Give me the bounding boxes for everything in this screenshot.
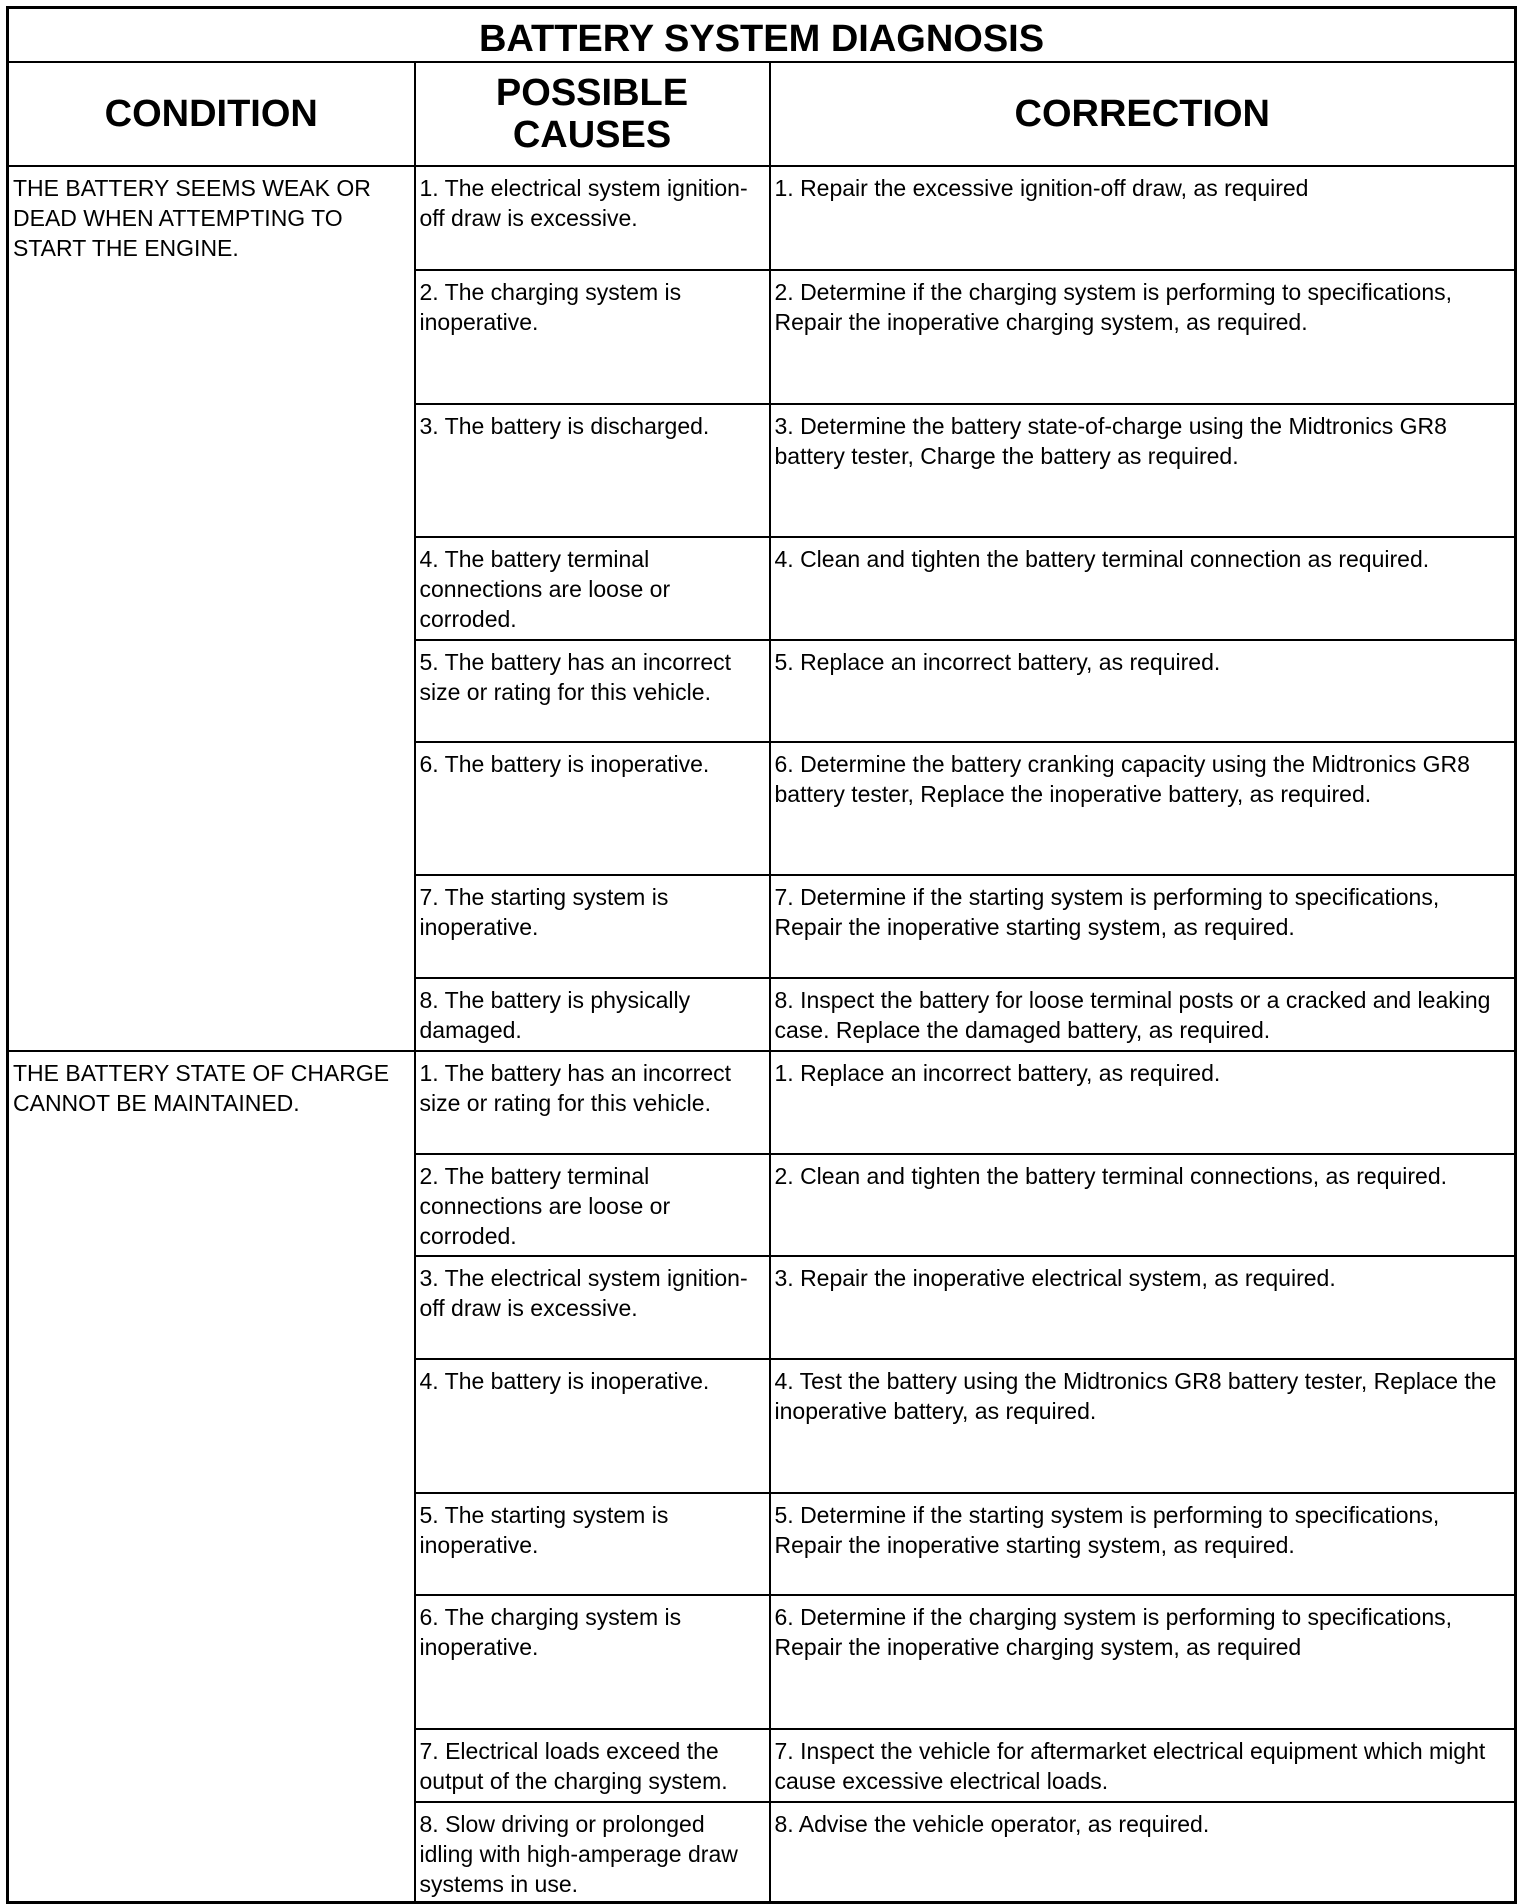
condition-cell: THE BATTERY STATE OF CHARGE CANNOT BE MAINTAINED. xyxy=(8,1051,415,1902)
condition-cell: THE BATTERY SEEMS WEAK OR DEAD WHEN ATTEMPTING TO START THE ENGINE. xyxy=(8,166,415,1051)
cause-cell: 2. The battery terminal connections are loose or corroded. xyxy=(415,1154,770,1256)
header-possible-causes xyxy=(415,62,770,166)
cause-cell: 8. The battery is physically damaged. xyxy=(415,978,770,1051)
table-row xyxy=(8,1051,1516,1154)
correction-cell: 1. Repair the excessive ignition-off draw, as required xyxy=(770,166,1516,270)
cause-cell: 4. The battery is inoperative. xyxy=(415,1359,770,1493)
correction-cell: 1. Replace an incorrect battery, as required. xyxy=(770,1051,1516,1154)
correction-cell: 7. Inspect the vehicle for aftermarket electrical equipment which might cause excessive electrical loads. xyxy=(770,1729,1516,1802)
cause-cell: 6. The charging system is inoperative. xyxy=(415,1595,770,1729)
diagnosis-table xyxy=(6,6,1517,1904)
header-causes-line2: CAUSES xyxy=(512,114,672,156)
cause-cell: 8. Slow driving or prolonged idling with high-amperage draw systems in use. xyxy=(415,1802,770,1902)
table-row xyxy=(8,166,1516,270)
cause-cell: 7. Electrical loads exceed the output of the charging system. xyxy=(415,1729,770,1802)
cause-cell: 4. The battery terminal connections are loose or corroded. xyxy=(415,537,770,640)
correction-cell: 6. Determine if the charging system is performing to specifications, Repair the inoperative charging system, as required xyxy=(770,1595,1516,1729)
correction-cell: 4. Clean and tighten the battery terminal connection as required. xyxy=(770,537,1516,640)
cause-cell: 2. The charging system is inoperative. xyxy=(415,270,770,404)
cause-cell: 1. The electrical system ignition-off draw is excessive. xyxy=(415,166,770,270)
correction-cell: 2. Determine if the charging system is performing to specifications, Repair the inoperative charging system, as required. xyxy=(770,270,1516,404)
correction-cell: 4. Test the battery using the Midtronics GR8 battery tester, Replace the inoperative battery, as required. xyxy=(770,1359,1516,1493)
cause-cell: 5. The starting system is inoperative. xyxy=(415,1493,770,1595)
cause-cell: 3. The battery is discharged. xyxy=(415,404,770,537)
correction-cell: 7. Determine if the starting system is performing to specifications, Repair the inoperative starting system, as required. xyxy=(770,875,1516,978)
header-condition: CONDITION xyxy=(8,62,415,166)
correction-cell: 5. Determine if the starting system is performing to specifications, Repair the inoperative starting system, as required. xyxy=(770,1493,1516,1595)
correction-cell: 6. Determine the battery cranking capacity using the Midtronics GR8 battery tester, Replace the inoperative battery, as required. xyxy=(770,742,1516,875)
cause-cell: 1. The battery has an incorrect size or rating for this vehicle. xyxy=(415,1051,770,1154)
correction-cell: 8. Inspect the battery for loose terminal posts or a cracked and leaking case. Replace the damaged battery, as required. xyxy=(770,978,1516,1051)
correction-cell: 5. Replace an incorrect battery, as required. xyxy=(770,640,1516,742)
correction-cell: 3. Repair the inoperative electrical system, as required. xyxy=(770,1256,1516,1359)
correction-cell: 3. Determine the battery state-of-charge using the Midtronics GR8 battery tester, Charge the battery as required. xyxy=(770,404,1516,537)
correction-cell: 2. Clean and tighten the battery terminal connections, as required. xyxy=(770,1154,1516,1256)
header-causes-line1: POSSIBLE xyxy=(495,72,689,114)
cause-cell: 6. The battery is inoperative. xyxy=(415,742,770,875)
table-title: BATTERY SYSTEM DIAGNOSIS xyxy=(8,8,1516,63)
cause-cell: 3. The electrical system ignition-off draw is excessive. xyxy=(415,1256,770,1359)
correction-cell: 8. Advise the vehicle operator, as required. xyxy=(770,1802,1516,1902)
cause-cell: 7. The starting system is inoperative. xyxy=(415,875,770,978)
cause-cell: 5. The battery has an incorrect size or rating for this vehicle. xyxy=(415,640,770,742)
header-correction: CORRECTION xyxy=(770,62,1516,166)
